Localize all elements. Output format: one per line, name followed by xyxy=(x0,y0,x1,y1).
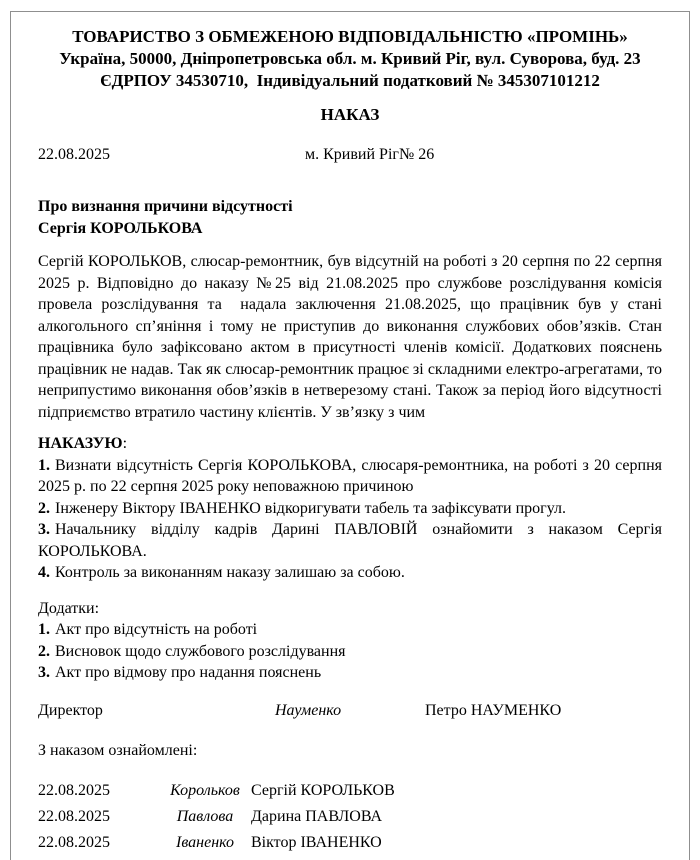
attachment-item-3 xyxy=(38,662,662,684)
order-item-1 xyxy=(38,455,662,498)
acknowledgment-rows xyxy=(38,778,662,856)
ack-1-full-name: Сергій КОРОЛЬКОВ xyxy=(251,781,395,799)
ack-2-date: 22.08.2025 xyxy=(38,807,110,825)
order-item-4 xyxy=(38,562,662,584)
ack-2-full-name: Дарина ПАВЛОВА xyxy=(251,807,383,825)
order-item-3-number: 3. xyxy=(38,521,50,538)
order-place-number: м. Кривий Ріг№ 26 xyxy=(305,146,435,163)
ack-1-handwritten-signature: Корольков xyxy=(170,781,240,799)
letterhead xyxy=(38,26,662,92)
subject-line-2: Сергія КОРОЛЬКОВА xyxy=(38,219,203,237)
director-full-name: Петро НАУМЕНКО xyxy=(425,701,562,719)
director-signature-row xyxy=(38,700,662,722)
director-handwritten-signature: Науменко xyxy=(275,701,342,719)
company-address: Україна, 50000, Дніпропетровська обл. м. Кривий Ріг, вул. Суворова, буд. 23 xyxy=(59,49,641,68)
subject-line-1: Про визнання причини відсутності xyxy=(38,198,293,215)
order-heading xyxy=(38,433,662,455)
attachment-item-3-number: 3. xyxy=(38,664,50,681)
body-paragraph: Сергій КОРОЛЬКОВ, слюсар-ремонтник, був відсутній на роботі з 20 серпня по 22 серпня 2025 р. Відповідно до наказу №25 від 21.08.2025 про службове розслідування комісія провела розслідування та надала заключення 21.08.2025, що працівник був у стані алкогольного сп’яніння і тому не приступив до виконання службових обов’язків. Стан працівника було зафіксовано актом в присутності членів комісії. Додаткових пояснень працівник не надав. Так як слюсар-ремонтник працює зі складними електро-агрегатами, то неприпустимо виконання обов’язків в нетверезому стані. Також за період його відсутності підприємство втратило частину клієнтів. У зв’язку з чим xyxy=(38,253,666,421)
attachment-item-1-number: 1. xyxy=(38,621,50,638)
company-codes: ЄДРПОУ 34530710, Індивідуальний податковий № 345307101212 xyxy=(100,71,600,90)
ack-1-date: 22.08.2025 xyxy=(38,781,110,799)
order-heading-colon: : xyxy=(122,435,128,452)
ack-3-handwritten-signature: Іваненко xyxy=(175,833,234,851)
ack-3-full-name: Віктор ІВАНЕНКО xyxy=(251,833,382,851)
attachment-item-1-text: Акт про відсутність на роботі xyxy=(55,621,258,638)
order-heading-word: НАКАЗУЮ xyxy=(38,435,123,452)
acknowledgment-heading: З наказом ознайомлені: xyxy=(38,741,198,759)
order-item-2 xyxy=(38,498,662,520)
date-row xyxy=(38,144,662,166)
attachment-item-2 xyxy=(38,641,662,663)
order-item-4-number: 4. xyxy=(38,564,50,581)
acknowledgment-row-1 xyxy=(38,778,662,804)
order-item-2-number: 2. xyxy=(38,499,50,517)
director-position-label: Директор xyxy=(38,701,103,719)
acknowledgment-row-3 xyxy=(38,830,662,856)
attachments-heading: Додатки: xyxy=(38,599,100,617)
order-items xyxy=(38,455,662,584)
company-name: ТОВАРИСТВО З ОБМЕЖЕНОЮ ВІДПОВІДАЛЬНІСТЮ «ПРОМІНЬ» xyxy=(72,27,628,46)
document-title: НАКАЗ xyxy=(320,105,380,124)
order-item-3-text: Начальнику відділу кадрів Дарині ПАВЛОВІЙ ознайомити з наказом Сергія КОРОЛЬКОВА. xyxy=(38,521,662,560)
attachment-item-2-number: 2. xyxy=(38,642,50,660)
order-date: 22.08.2025 xyxy=(38,146,110,163)
ack-2-handwritten-signature: Павлова xyxy=(176,807,234,825)
ack-3-date: 22.08.2025 xyxy=(38,833,110,851)
acknowledgment-row-2 xyxy=(38,804,662,830)
subject-block xyxy=(38,196,662,239)
attachment-item-2-text: Висновок щодо службового розслідування xyxy=(55,642,346,660)
order-item-4-text: Контроль за виконанням наказу залишаю за собою. xyxy=(55,564,405,581)
document-page xyxy=(10,11,690,860)
attachment-item-1 xyxy=(38,619,662,641)
order-item-1-text: Визнати відсутність Сергія КОРОЛЬКОВА, слюсаря-ремонтника, на роботі з 20 серпня 2025 р. по 22 серпня 2025 року неповажною причиною xyxy=(38,456,662,495)
order-item-3 xyxy=(38,519,662,562)
attachments-block xyxy=(38,598,662,684)
order-item-1-number: 1. xyxy=(38,456,50,474)
attachment-item-3-text: Акт про відмову про надання пояснень xyxy=(55,664,322,681)
order-item-2-text: Інженеру Віктору ІВАНЕНКО відкоригувати табель та зафіксувати прогул. xyxy=(55,499,566,517)
